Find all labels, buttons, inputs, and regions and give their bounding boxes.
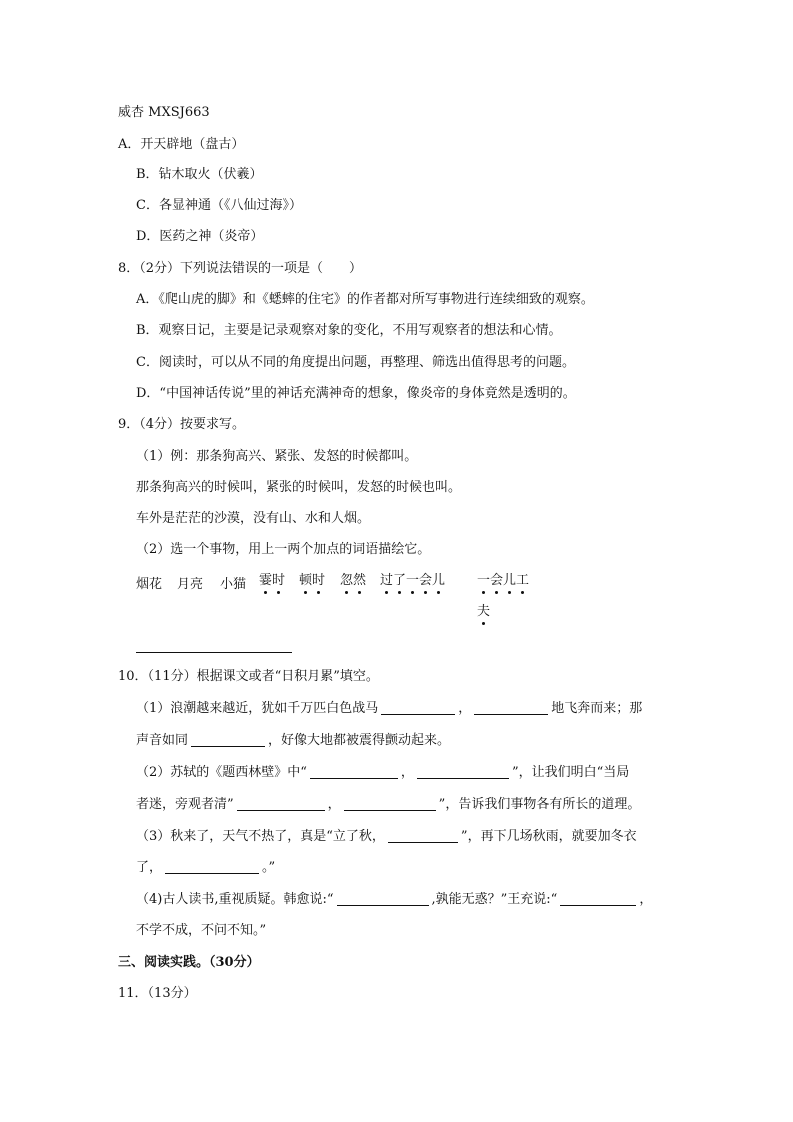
emphasis-dot bbox=[358, 591, 361, 594]
q10-s3d: 。” bbox=[262, 860, 276, 875]
fill-blank[interactable] bbox=[381, 700, 455, 715]
q10-title: 10．（11分）根据课文或者“日积月累”填空。 bbox=[118, 669, 379, 684]
fill-blank[interactable] bbox=[310, 764, 398, 779]
q10-s3-line2 bbox=[136, 859, 275, 877]
emphasis-dot bbox=[264, 591, 267, 594]
dotted-word-yihuiergong-text: 一会儿工 bbox=[477, 573, 530, 588]
q10-s1a: （1）浪潮越来越近，犹如千万匹白色战马 bbox=[136, 701, 379, 716]
q10-s1-line1 bbox=[136, 700, 642, 718]
fill-blank[interactable] bbox=[337, 891, 429, 906]
header-code: 威杏 MXSJ663 bbox=[118, 105, 210, 120]
fill-blank[interactable] bbox=[191, 732, 265, 747]
q9-exercise: 车外是茫茫的沙漠，没有山、水和人烟。 bbox=[136, 511, 371, 526]
q9-answer-line[interactable] bbox=[136, 652, 292, 653]
emphasis-dot bbox=[437, 591, 440, 594]
emphasis-dot bbox=[317, 591, 320, 594]
q10-s4-line2: 不学不成，不问不知。” bbox=[136, 923, 267, 938]
q10-s4a: （4)古人读书,重视质疑。韩愈说:“ bbox=[136, 892, 334, 907]
q10-s1-line2 bbox=[136, 732, 450, 750]
q10-s1b: ， bbox=[458, 701, 472, 716]
fill-blank[interactable] bbox=[560, 891, 636, 906]
dotted-word-huran bbox=[340, 569, 366, 588]
fill-blank[interactable] bbox=[417, 764, 509, 779]
dotted-word-dunshi bbox=[299, 569, 325, 588]
fill-blank[interactable] bbox=[165, 859, 259, 874]
emphasis-dot bbox=[277, 591, 280, 594]
q7-option-c: C．各显神通（《八仙过海》） bbox=[136, 198, 302, 213]
q8-title: 8．（2分）下列说法错误的一项是（ ） bbox=[118, 261, 363, 276]
dotted-word-shashi bbox=[259, 569, 285, 588]
q8-option-a: A．《爬山虎的脚》和《蟋蟀的住宅》的作者都对所写事物进行连续细致的观察。 bbox=[136, 292, 594, 307]
q10-s2b: ， bbox=[400, 765, 414, 780]
emphasis-dot bbox=[345, 591, 348, 594]
section-three-heading: 三、阅读实践。（30分） bbox=[118, 955, 260, 970]
emphasis-dot bbox=[411, 591, 414, 594]
word-moon: 月亮 bbox=[177, 577, 204, 592]
q7-option-d: D．医药之神（炎帝） bbox=[136, 229, 264, 244]
emphasis-dot bbox=[521, 591, 524, 594]
word-kitten: 小猫 bbox=[220, 577, 247, 592]
fill-blank[interactable] bbox=[237, 796, 325, 811]
q10-s1e: ，好像大地都被震得颤动起来。 bbox=[268, 733, 451, 748]
dotted-word-shashi-text: 霎时 bbox=[259, 573, 286, 588]
dotted-word-dunshi-text: 顿时 bbox=[299, 573, 326, 588]
q8-option-c: C．阅读时，可以从不同的角度提出问题，再整理、筛选出值得思考的问题。 bbox=[136, 355, 575, 370]
q10-s2a: （2）苏轼的《题西林壁》中“ bbox=[136, 765, 307, 780]
dotted-word-fu-text: 夫 bbox=[477, 604, 491, 619]
q10-s2e: ， bbox=[327, 797, 341, 812]
emphasis-dot bbox=[304, 591, 307, 594]
q10-s2c: ”，让我们明白“当局 bbox=[511, 765, 630, 780]
emphasis-dot bbox=[385, 591, 388, 594]
q10-s1d: 声音如同 bbox=[136, 733, 189, 748]
q10-s3-line1 bbox=[136, 828, 637, 846]
fill-blank[interactable] bbox=[474, 700, 548, 715]
emphasis-dot bbox=[482, 591, 485, 594]
q9-title: 9．（4分）按要求写。 bbox=[118, 417, 246, 432]
q10-s3b: ”，再下几场秋雨，就要加冬衣 bbox=[460, 829, 637, 844]
q10-s2-line2 bbox=[136, 796, 640, 814]
dotted-word-huran-text: 忽然 bbox=[340, 573, 367, 588]
q10-s3a: （3）秋来了，天气不热了，真是“立了秋， bbox=[136, 829, 385, 844]
q7-option-b: B．钻木取火（伏羲） bbox=[136, 167, 263, 182]
q10-s3c: 了， bbox=[136, 860, 163, 875]
q9-part2: （2）选一个事物，用上一两个加点的词语描绘它。 bbox=[136, 542, 431, 557]
q10-s2-line1 bbox=[136, 764, 629, 782]
q8-option-b: B．观察日记，主要是记录观察对象的变化，不用写观察者的想法和心情。 bbox=[136, 323, 562, 338]
q8-option-d: D．“中国神话传说”里的神话充满神奇的想象，像炎帝的身体竟然是透明的。 bbox=[136, 386, 576, 401]
dotted-word-yihuiergong bbox=[477, 569, 529, 588]
q10-s2d: 者迷，旁观者清” bbox=[136, 797, 234, 812]
q10-s1c: 地飞奔而来；那 bbox=[551, 701, 643, 716]
q11-title: 11．（13分） bbox=[118, 986, 197, 1001]
dotted-word-fu bbox=[477, 600, 490, 619]
q10-s4c: ， bbox=[639, 892, 653, 907]
emphasis-dot bbox=[398, 591, 401, 594]
q10-s2f: ”，告诉我们事物各有所长的道理。 bbox=[438, 797, 641, 812]
emphasis-dot bbox=[508, 591, 511, 594]
emphasis-dot bbox=[495, 591, 498, 594]
q10-s4-line1 bbox=[136, 891, 652, 909]
dotted-word-guoleyihuier-text: 过了一会儿 bbox=[380, 573, 446, 588]
word-fireworks: 烟花 bbox=[136, 577, 163, 592]
dotted-word-guoleyihuier bbox=[380, 569, 445, 588]
fill-blank[interactable] bbox=[388, 828, 458, 843]
emphasis-dot bbox=[482, 622, 485, 625]
q7-option-a: A．开天辟地（盘古） bbox=[118, 137, 245, 152]
fill-blank[interactable] bbox=[344, 796, 436, 811]
q9-example: （1）例：那条狗高兴、紧张、发怒的时候都叫。 bbox=[136, 449, 418, 464]
emphasis-dot bbox=[424, 591, 427, 594]
q9-example-answer: 那条狗高兴的时候叫，紧张的时候叫，发怒的时候也叫。 bbox=[136, 480, 462, 495]
q10-s4b: ,孰能无惑？”王充说:“ bbox=[431, 892, 558, 907]
